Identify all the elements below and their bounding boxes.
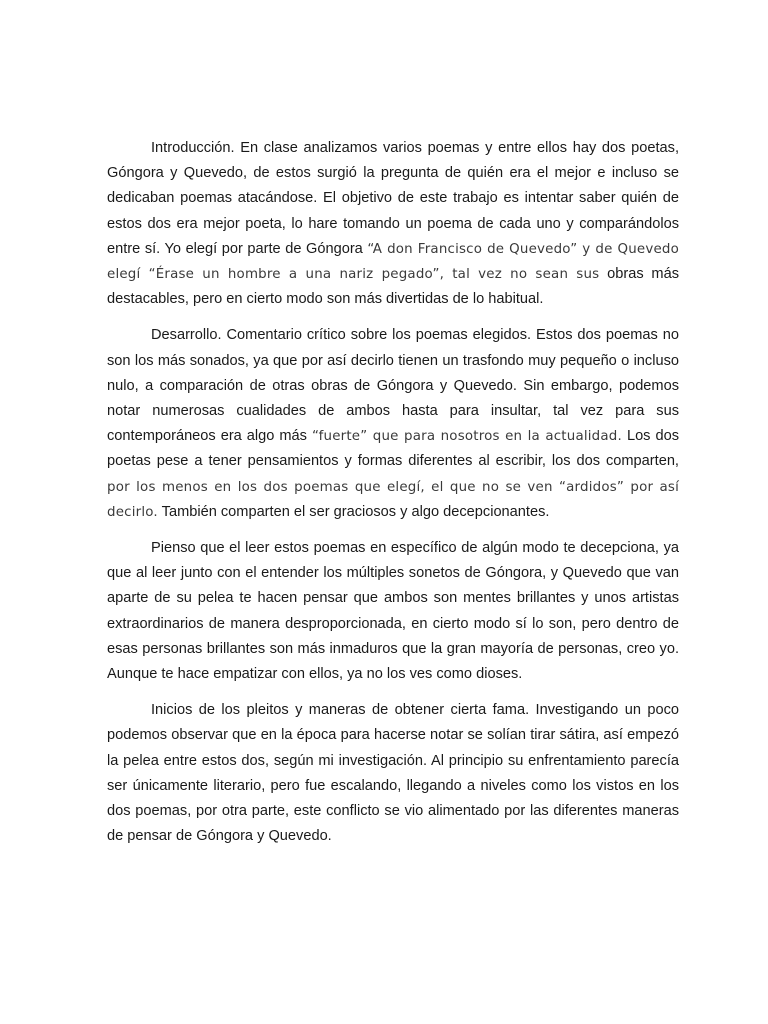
paragraph-text-quoted: “fuerte” que para nosotros en la actualidad. (311, 429, 622, 445)
paragraph-text-quoted: “A don Francisco de Quevedo” y de Quevedo elegí “Érase un hombre a una nariz pegado”, tal vez no sean sus (107, 241, 679, 283)
paragraph-introduccion (107, 136, 679, 312)
paragraph-desarrollo (107, 323, 679, 525)
paragraph-opinion (107, 536, 679, 687)
paragraph-text: Pienso que el leer estos poemas en específico de algún modo te decepciona, ya que al leer junto con el entender los múltiples sonetos de Góngora, y Quevedo que van aparte de su pelea te hacen pensar que ambos son mentes brillantes y unos artistas extraordinarios de manera desproporcionada, en cierto modo sí lo son, pero dentro de esas personas brillantes son más inmaduros que la gran mayoría de personas, creo yo. Aunque te hace empatizar con ellos, ya no los ves como dioses. (107, 540, 679, 683)
paragraph-text: Desarrollo. Comentario crítico sobre los poemas elegidos. Estos dos poemas no son los más sonados, ya que por así decirlo tienen un trasfondo muy pequeño o incluso nulo, a comparación de otras obras de Góngora y Quevedo. Sin embargo, podemos notar numerosas cualidades de ambos hasta para insultar, tal vez para sus contemporáneos era algo más (107, 327, 679, 445)
document-body (107, 136, 679, 860)
paragraph-text: Inicios de los pleitos y maneras de obtener cierta fama. Investigando un poco podemos observar que en la época para hacerse notar se solían tirar sátira, así empezó la pelea entre estos dos, según mi investigación. Al principio su enfrentamiento parecía ser únicamente literario, pero fue escalando, llegando a niveles como los vistos en los dos poemas, por otra parte, este conflicto se vio alimentado por las diferentes maneras de pensar de Góngora y Quevedo. (107, 702, 679, 845)
paragraph-inicios (107, 698, 679, 849)
paragraph-text-quoted: por los menos en los dos poemas que elegí, el que no se ven “ardidos” por así decirlo. (107, 479, 679, 520)
paragraph-text: Los dos poetas pese a tener pensamientos y formas diferentes al escribir, los dos comparten, (107, 428, 680, 470)
paragraph-text: obras más destacables, pero en cierto modo son más divertidas de lo habitual. (107, 266, 679, 308)
paragraph-text: También comparten el ser graciosos y algo decepcionantes. (157, 503, 550, 520)
paragraph-text: Introducción. En clase analizamos varios poemas y entre ellos hay dos poetas, Góngora y Quevedo, de estos surgió la pregunta de quién era el mejor e incluso se dedicaban poemas atacándose. El objetivo de este trabajo es intentar saber quién de estos dos era mejor poeta, lo hare tomando un poema de cada uno y comparándolos entre sí. Yo elegí por parte de Góngora (107, 140, 679, 257)
